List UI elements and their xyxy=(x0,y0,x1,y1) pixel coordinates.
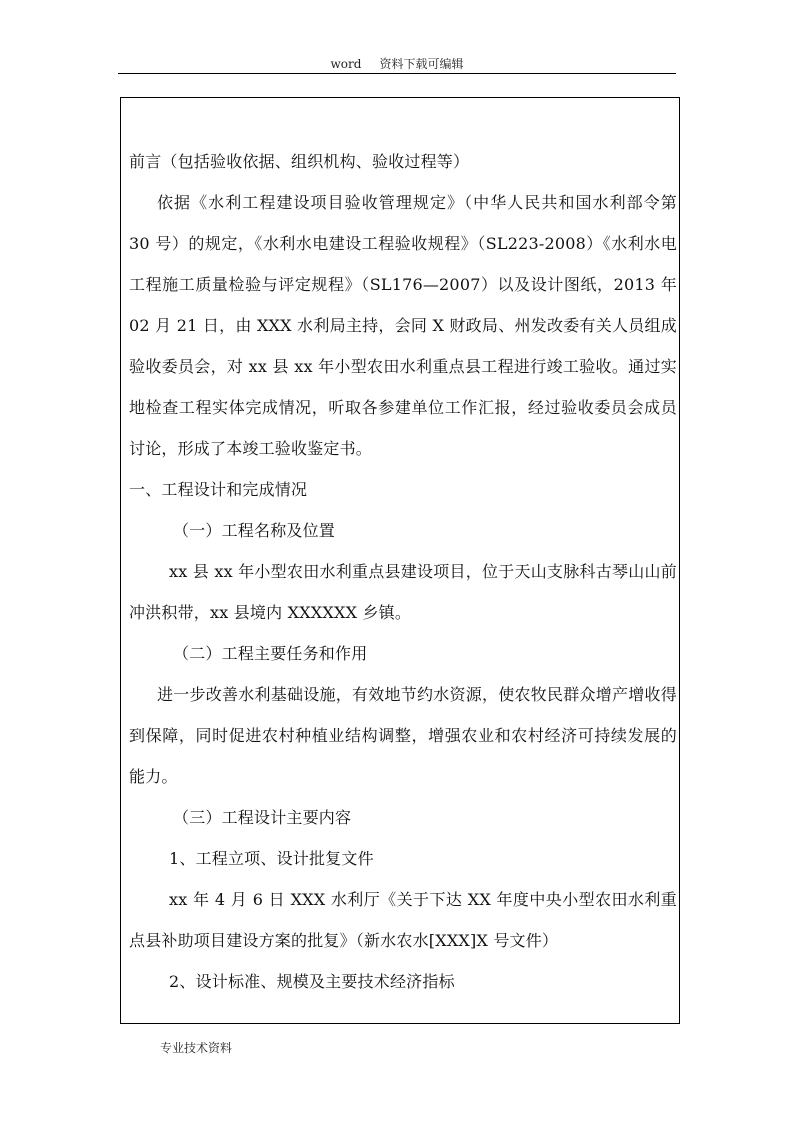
content-box xyxy=(120,97,680,1024)
header-right-text: 资料下载可编辑 xyxy=(379,57,464,71)
page-footer: 专业技术资料 xyxy=(160,1041,233,1055)
page-header xyxy=(118,56,676,72)
item2-heading: 2、设计标准、规模及主要技术经济指标 xyxy=(169,972,455,991)
preface-heading: 前言（包括验收依据、组织机构、验收过程等） xyxy=(129,152,470,171)
sub3-heading: （三）工程设计主要内容 xyxy=(173,808,352,827)
item1-paragraph: xx 年 4 月 6 日 XXX 水利厅《关于下达 XX 年度中央小型农田水利重点县补助项目建设方案的批复》（新水农水[XXX]X 号文件） xyxy=(129,890,677,950)
sub2-paragraph: 进一步改善水利基础设施，有效地节约水资源，使农牧民群众增产增收得到保障，同时促进农村种植业结构调整，增强农业和农村经济可持续发展的能力。 xyxy=(129,685,677,786)
preface-paragraph: 依据《水利工程建设项目验收管理规定》（中华人民共和国水利部令第 30 号）的规定，《水利水电建设工程验收规程》（SL223-2008）《水利水电工程施工质量检验与评定规程》（SL176—2007）以及设计图纸，2013 年 02 月 21 日，由 XXX 水利局主持，会同 X 财政局、州发改委有关人员组成验收委员会，对 xx 县 xx 年小型农田水利重点县工程进行竣工验收。通过实地检查工程实体完成情况，听取各参建单位工作汇报，经过验收委员会成员讨论，形成了本竣工验收鉴定书。 xyxy=(129,193,677,458)
section1-heading: 一、工程设计和完成情况 xyxy=(129,480,308,499)
sub1-paragraph: xx 县 xx 年小型农田水利重点县建设项目，位于天山支脉科古琴山山前冲洪积带，xx 县境内 XXXXXX 乡镇。 xyxy=(129,562,677,622)
sub2-heading: （二）工程主要任务和作用 xyxy=(173,644,368,663)
document-body xyxy=(129,141,677,1002)
header-rule xyxy=(118,73,676,74)
header-left-text: word xyxy=(330,57,362,71)
sub1-heading: （一）工程名称及位置 xyxy=(173,521,336,540)
item1-heading: 1、工程立项、设计批复文件 xyxy=(169,849,374,868)
